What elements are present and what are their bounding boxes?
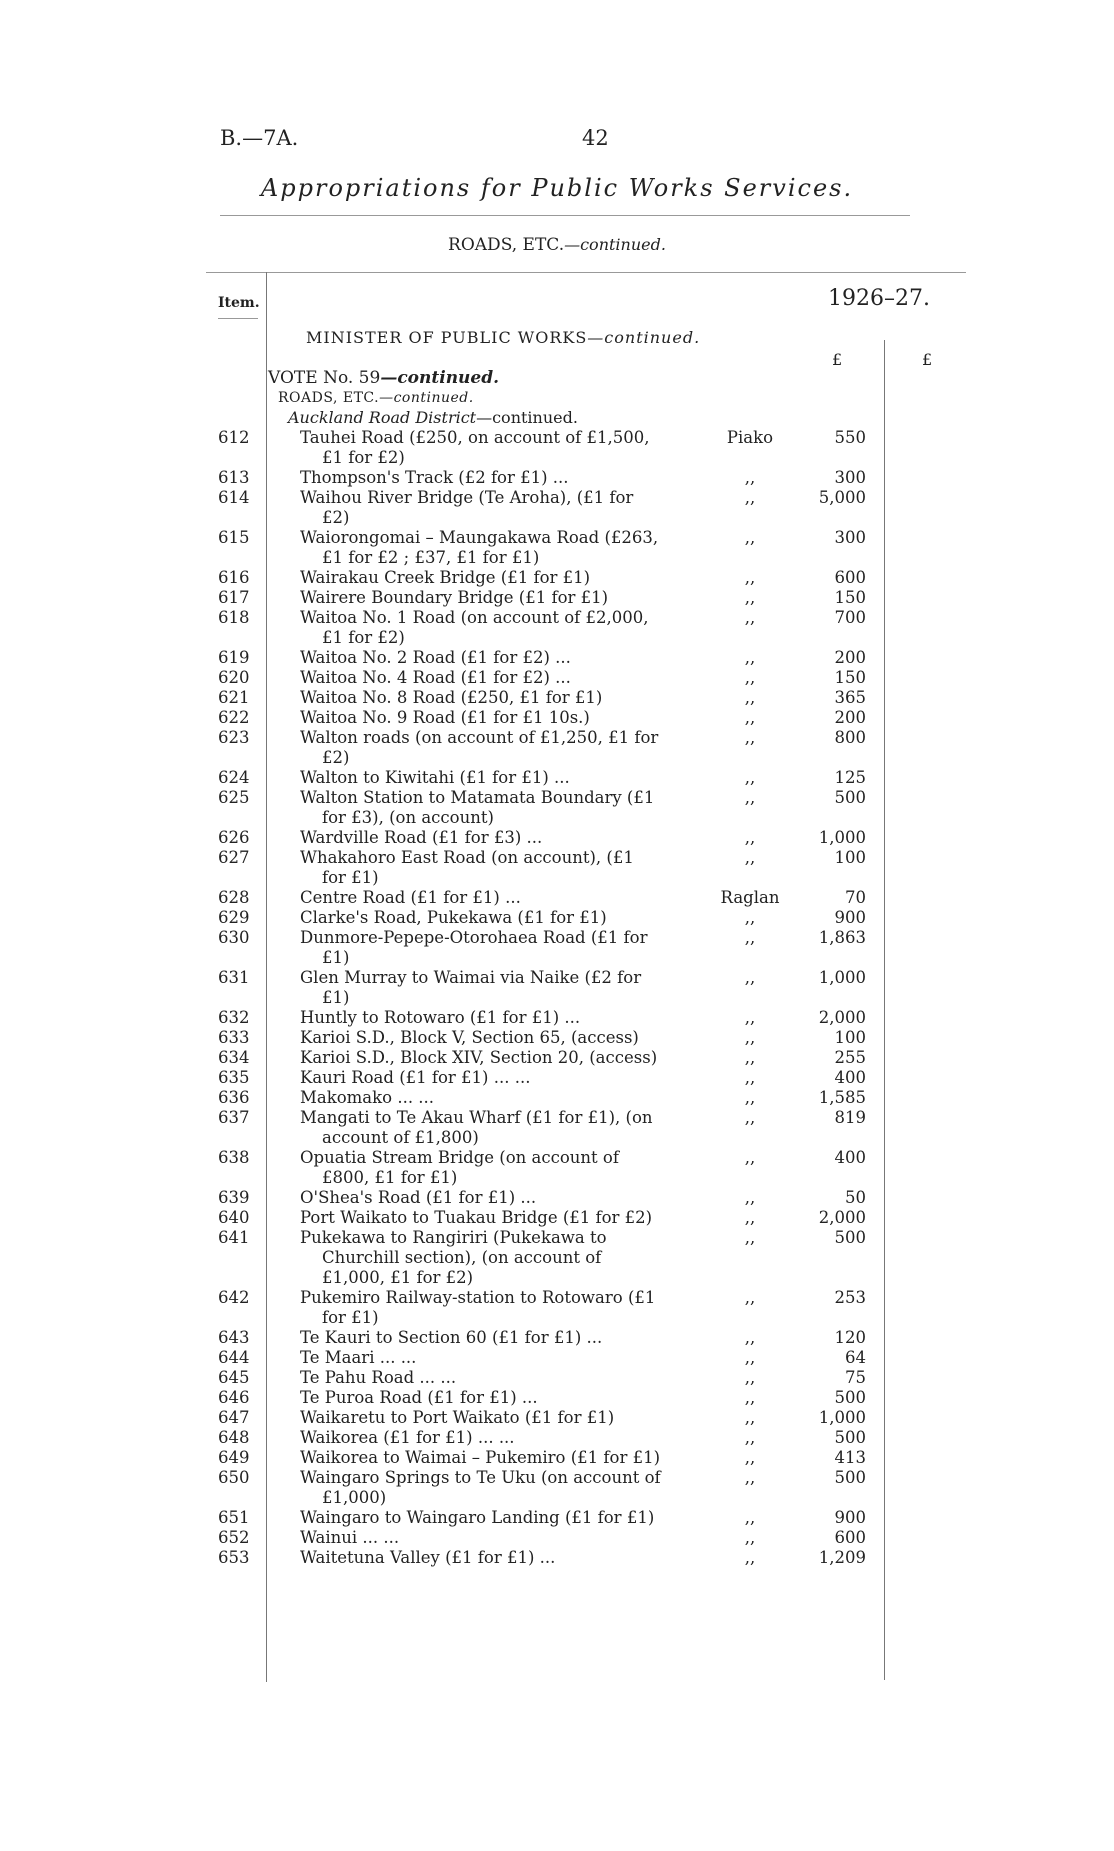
item-amount: 800 <box>834 728 866 747</box>
section-suffix: —continued. <box>564 235 666 254</box>
item-district: ,, <box>744 1088 756 1107</box>
table-row <box>0 1028 1114 1048</box>
item-amount: 600 <box>834 568 866 587</box>
item-number: 630 <box>218 928 250 947</box>
item-number: 641 <box>218 1228 250 1247</box>
item-description: Pukemiro Railway-station to Rotowaro (£1 for £1) <box>300 1288 656 1327</box>
item-number: 613 <box>218 468 250 487</box>
item-district: ,, <box>744 968 756 987</box>
item-district: ,, <box>744 1008 756 1027</box>
item-number: 649 <box>218 1448 250 1467</box>
item-description: O'Shea's Road (£1 for £1) ... <box>300 1188 537 1207</box>
table-row <box>0 1408 1114 1428</box>
item-description: Waiorongomai – Maungakawa Road (£263, £1 for £2 ; £37, £1 for £1) <box>300 528 659 567</box>
item-number: 645 <box>218 1368 250 1387</box>
item-number: 652 <box>218 1528 250 1547</box>
item-amount: 400 <box>834 1068 866 1087</box>
item-district: ,, <box>744 1288 756 1307</box>
item-district: ,, <box>744 608 756 627</box>
item-description: Tauhei Road (£250, on account of £1,500, £1 for £2) <box>300 428 650 467</box>
item-number: 632 <box>218 1008 250 1027</box>
table-row <box>0 568 1114 588</box>
item-district: ,, <box>744 708 756 727</box>
table-row <box>0 1528 1114 1548</box>
item-description: Waikorea (£1 for £1) ... ... <box>300 1428 515 1447</box>
item-description: Waitetuna Valley (£1 for £1) ... <box>300 1548 556 1567</box>
table-row <box>0 588 1114 608</box>
item-district: ,, <box>744 1508 756 1527</box>
vote-heading <box>268 368 499 388</box>
item-amount: 900 <box>834 1508 866 1527</box>
item-number: 623 <box>218 728 250 747</box>
table-row <box>0 1548 1114 1568</box>
item-amount: 700 <box>834 608 866 627</box>
table-row <box>0 928 1114 968</box>
item-column-header: Item. <box>218 295 260 311</box>
item-amount: 600 <box>834 1528 866 1547</box>
item-amount: 500 <box>834 1228 866 1247</box>
ministry-name: MINISTER OF PUBLIC WORKS <box>306 328 588 347</box>
item-amount: 100 <box>834 1028 866 1047</box>
table-row <box>0 688 1114 708</box>
table-row <box>0 428 1114 468</box>
table-row <box>0 1148 1114 1188</box>
item-amount: 150 <box>834 668 866 687</box>
item-number: 621 <box>218 688 250 707</box>
ministry-suffix: —continued. <box>587 328 701 347</box>
item-description: Centre Road (£1 for £1) ... <box>300 888 521 907</box>
item-description: Walton roads (on account of £1,250, £1 for £2) <box>300 728 659 767</box>
table-row <box>0 1008 1114 1028</box>
item-number: 648 <box>218 1428 250 1447</box>
vote-label: VOTE No. 59 <box>268 368 381 388</box>
table-row <box>0 1508 1114 1528</box>
item-description: Pukekawa to Rangiriri (Pukekawa to Churchill section), (on account of £1,000, £1 for £2) <box>300 1228 607 1287</box>
item-district: ,, <box>744 1188 756 1207</box>
district-subheading <box>288 408 578 427</box>
item-amount: 50 <box>845 1188 866 1207</box>
item-district: ,, <box>744 908 756 927</box>
item-number: 624 <box>218 768 250 787</box>
table-row <box>0 1328 1114 1348</box>
item-amount: 70 <box>845 888 866 907</box>
table-row <box>0 648 1114 668</box>
table-row <box>0 768 1114 788</box>
item-amount: 500 <box>834 1428 866 1447</box>
roads-subheading <box>278 390 474 406</box>
table-row <box>0 1228 1114 1288</box>
item-district: ,, <box>744 1428 756 1447</box>
item-number: 640 <box>218 1208 250 1227</box>
page-title: Appropriations for Public Works Services. <box>260 174 854 202</box>
title-rule <box>220 215 910 216</box>
item-amount: 120 <box>834 1328 866 1347</box>
item-amount: 2,000 <box>818 1008 866 1027</box>
item-district: ,, <box>744 568 756 587</box>
item-number: 629 <box>218 908 250 927</box>
year-column-header: 1926–27. <box>828 286 930 311</box>
table-row <box>0 488 1114 528</box>
item-number: 633 <box>218 1028 250 1047</box>
item-description: Wairere Boundary Bridge (£1 for £1) <box>300 588 609 607</box>
item-description: Waikorea to Waimai – Pukemiro (£1 for £1) <box>300 1448 661 1467</box>
item-amount: 125 <box>834 768 866 787</box>
item-district: ,, <box>744 768 756 787</box>
section-heading <box>0 235 1114 255</box>
item-district: ,, <box>744 1368 756 1387</box>
table-row <box>0 728 1114 768</box>
item-amount: 400 <box>834 1148 866 1167</box>
item-amount: 500 <box>834 788 866 807</box>
table-row <box>0 968 1114 1008</box>
item-amount: 2,000 <box>818 1208 866 1227</box>
item-description: Opuatia Stream Bridge (on account of £800, £1 for £1) <box>300 1148 619 1187</box>
item-district: Raglan <box>720 888 780 907</box>
document-reference: B.—7A. <box>220 126 299 150</box>
item-number: 634 <box>218 1048 250 1067</box>
item-description: Te Pahu Road ... ... <box>300 1368 457 1387</box>
item-amount: 150 <box>834 588 866 607</box>
table-row <box>0 1468 1114 1508</box>
item-number: 637 <box>218 1108 250 1127</box>
item-district: ,, <box>744 1448 756 1467</box>
item-amount: 1,863 <box>818 928 866 947</box>
table-row <box>0 468 1114 488</box>
item-amount: 819 <box>834 1108 866 1127</box>
item-amount: 255 <box>834 1048 866 1067</box>
item-amount: 1,000 <box>818 968 866 987</box>
item-district: ,, <box>744 848 756 867</box>
roads-suffix: —continued. <box>379 390 474 406</box>
item-amount: 75 <box>845 1368 866 1387</box>
item-number: 617 <box>218 588 250 607</box>
item-amount: 253 <box>834 1288 866 1307</box>
item-description: Wainui ... ... <box>300 1528 400 1547</box>
vote-suffix: —continued. <box>380 368 500 388</box>
item-description: Thompson's Track (£2 for £1) ... <box>300 468 569 487</box>
item-description: Waihou River Bridge (Te Aroha), (£1 for £2) <box>300 488 634 527</box>
table-row <box>0 848 1114 888</box>
item-district: ,, <box>744 1388 756 1407</box>
page-number: 42 <box>582 126 609 150</box>
currency-symbol-left: £ <box>832 350 843 369</box>
item-amount: 1,585 <box>818 1088 866 1107</box>
item-description: Whakahoro East Road (on account), (£1 for £1) <box>300 848 634 887</box>
item-description: Te Maari ... ... <box>300 1348 417 1367</box>
item-district: ,, <box>744 588 756 607</box>
item-amount: 5,000 <box>818 488 866 507</box>
table-row <box>0 828 1114 848</box>
item-district: ,, <box>744 1548 756 1567</box>
item-amount: 500 <box>834 1468 866 1487</box>
appropriation-table <box>0 428 1114 1568</box>
item-description: Walton Station to Matamata Boundary (£1 for £3), (on account) <box>300 788 655 827</box>
table-top-rule <box>206 272 966 273</box>
table-row <box>0 1288 1114 1328</box>
item-number: 627 <box>218 848 250 867</box>
item-district: Piako <box>726 428 774 447</box>
item-amount: 550 <box>834 428 866 447</box>
table-row <box>0 908 1114 928</box>
item-number: 616 <box>218 568 250 587</box>
item-district: ,, <box>744 788 756 807</box>
item-description: Karioi S.D., Block V, Section 65, (access) <box>300 1028 639 1047</box>
item-district: ,, <box>744 668 756 687</box>
item-number: 614 <box>218 488 250 507</box>
table-row <box>0 1048 1114 1068</box>
item-district: ,, <box>744 1068 756 1087</box>
item-district: ,, <box>744 488 756 507</box>
item-description: Waitoa No. 1 Road (on account of £2,000, £1 for £2) <box>300 608 649 647</box>
item-amount: 1,000 <box>818 828 866 847</box>
item-description: Waitoa No. 9 Road (£1 for £1 10s.) <box>300 708 590 727</box>
table-row <box>0 1208 1114 1228</box>
item-description: Karioi S.D., Block XIV, Section 20, (access) <box>300 1048 658 1067</box>
item-description: Waingaro Springs to Te Uku (on account of £1,000) <box>300 1468 661 1507</box>
table-row <box>0 1108 1114 1148</box>
item-description: Walton to Kiwitahi (£1 for £1) ... <box>300 768 570 787</box>
item-district: ,, <box>744 648 756 667</box>
item-number: 625 <box>218 788 250 807</box>
item-description: Port Waikato to Tuakau Bridge (£1 for £2) <box>300 1208 653 1227</box>
table-row <box>0 708 1114 728</box>
item-district: ,, <box>744 1028 756 1047</box>
item-description: Makomako ... ... <box>300 1088 435 1107</box>
item-district: ,, <box>744 1528 756 1547</box>
item-amount: 900 <box>834 908 866 927</box>
item-number: 644 <box>218 1348 250 1367</box>
item-description: Dunmore-Pepepe-Otorohaea Road (£1 for £1) <box>300 928 648 967</box>
table-row <box>0 528 1114 568</box>
item-description: Huntly to Rotowaro (£1 for £1) ... <box>300 1008 581 1027</box>
item-number: 615 <box>218 528 250 547</box>
item-number: 622 <box>218 708 250 727</box>
item-number: 636 <box>218 1088 250 1107</box>
item-district: ,, <box>744 828 756 847</box>
item-amount: 413 <box>834 1448 866 1467</box>
item-description: Waitoa No. 4 Road (£1 for £2) ... <box>300 668 571 687</box>
item-description: Te Puroa Road (£1 for £1) ... <box>300 1388 538 1407</box>
item-description: Waingaro to Waingaro Landing (£1 for £1) <box>300 1508 655 1527</box>
district-name: Auckland Road District <box>288 408 477 427</box>
item-header-underline <box>218 318 258 319</box>
item-number: 642 <box>218 1288 250 1307</box>
district-suffix: —continued. <box>476 408 578 427</box>
table-row <box>0 888 1114 908</box>
item-amount: 365 <box>834 688 866 707</box>
item-number: 612 <box>218 428 250 447</box>
table-row <box>0 1448 1114 1468</box>
item-amount: 100 <box>834 848 866 867</box>
item-number: 650 <box>218 1468 250 1487</box>
item-district: ,, <box>744 528 756 547</box>
item-district: ,, <box>744 1048 756 1067</box>
item-district: ,, <box>744 1328 756 1347</box>
item-description: Clarke's Road, Pukekawa (£1 for £1) <box>300 908 607 927</box>
item-district: ,, <box>744 1348 756 1367</box>
item-district: ,, <box>744 728 756 747</box>
item-amount: 300 <box>834 528 866 547</box>
item-amount: 300 <box>834 468 866 487</box>
item-amount: 1,209 <box>818 1548 866 1567</box>
item-number: 639 <box>218 1188 250 1207</box>
item-number: 647 <box>218 1408 250 1427</box>
item-description: Kauri Road (£1 for £1) ... ... <box>300 1068 531 1087</box>
item-number: 626 <box>218 828 250 847</box>
item-description: Waitoa No. 8 Road (£250, £1 for £1) <box>300 688 603 707</box>
table-row <box>0 1348 1114 1368</box>
item-description: Mangati to Te Akau Wharf (£1 for £1), (on account of £1,800) <box>300 1108 653 1147</box>
item-district: ,, <box>744 468 756 487</box>
roads-label: ROADS, ETC. <box>278 390 380 406</box>
item-district: ,, <box>744 1108 756 1127</box>
table-row <box>0 1188 1114 1208</box>
item-description: Wardville Road (£1 for £3) ... <box>300 828 543 847</box>
item-description: Waitoa No. 2 Road (£1 for £2) ... <box>300 648 571 667</box>
table-row <box>0 1388 1114 1408</box>
table-row <box>0 1088 1114 1108</box>
item-number: 631 <box>218 968 250 987</box>
item-district: ,, <box>744 1228 756 1247</box>
table-row <box>0 788 1114 828</box>
item-district: ,, <box>744 688 756 707</box>
currency-symbol-right: £ <box>922 350 933 369</box>
item-district: ,, <box>744 1468 756 1487</box>
item-amount: 1,000 <box>818 1408 866 1427</box>
item-amount: 200 <box>834 648 866 667</box>
table-row <box>0 1068 1114 1088</box>
item-number: 619 <box>218 648 250 667</box>
item-number: 620 <box>218 668 250 687</box>
item-amount: 500 <box>834 1388 866 1407</box>
item-number: 651 <box>218 1508 250 1527</box>
item-amount: 200 <box>834 708 866 727</box>
item-district: ,, <box>744 1208 756 1227</box>
ministry-heading <box>306 328 700 347</box>
item-description: Glen Murray to Waimai via Naike (£2 for £1) <box>300 968 642 1007</box>
item-description: Wairakau Creek Bridge (£1 for £1) <box>300 568 591 587</box>
table-row <box>0 668 1114 688</box>
item-district: ,, <box>744 1408 756 1427</box>
item-number: 628 <box>218 888 250 907</box>
table-row <box>0 1368 1114 1388</box>
item-number: 653 <box>218 1548 250 1567</box>
item-number: 635 <box>218 1068 250 1087</box>
item-amount: 64 <box>845 1348 866 1367</box>
item-number: 618 <box>218 608 250 627</box>
item-number: 638 <box>218 1148 250 1167</box>
section-name: ROADS, ETC. <box>448 235 565 255</box>
table-row <box>0 608 1114 648</box>
item-number: 643 <box>218 1328 250 1347</box>
item-district: ,, <box>744 1148 756 1167</box>
item-number: 646 <box>218 1388 250 1407</box>
item-description: Te Kauri to Section 60 (£1 for £1) ... <box>300 1328 603 1347</box>
item-district: ,, <box>744 928 756 947</box>
item-description: Waikaretu to Port Waikato (£1 for £1) <box>300 1408 615 1427</box>
table-row <box>0 1428 1114 1448</box>
